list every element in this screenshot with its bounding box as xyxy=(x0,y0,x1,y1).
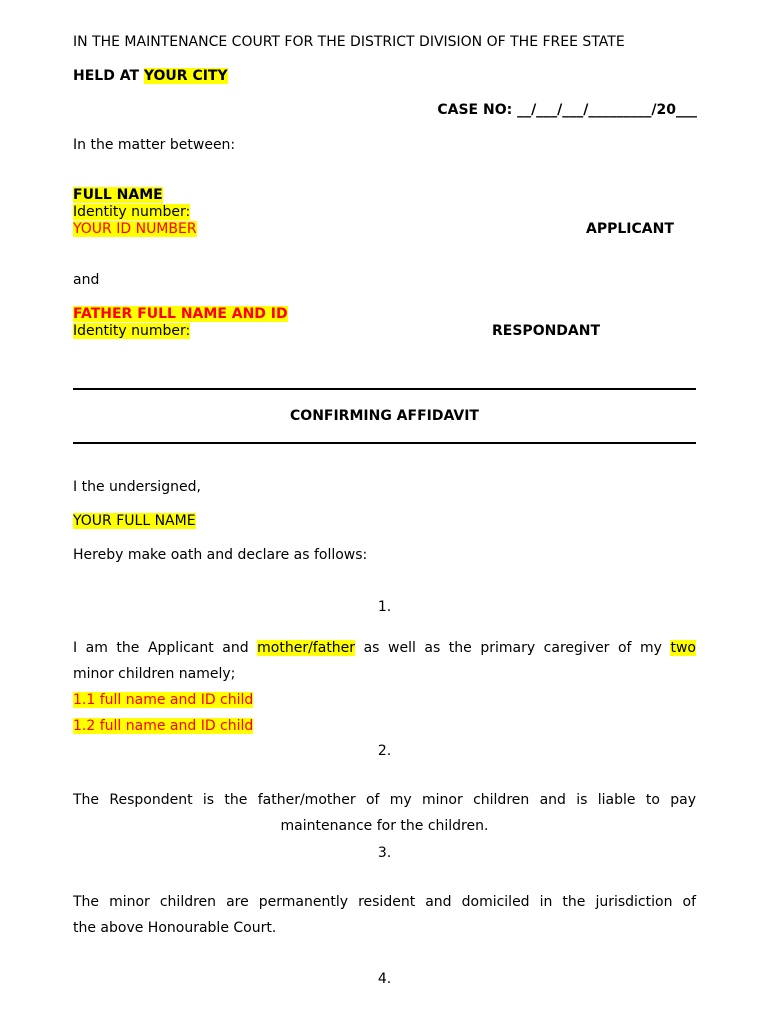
clause-2-number: 2. xyxy=(377,743,392,759)
clause-1-text xyxy=(73,635,696,739)
respondent-id-label: Identity number: xyxy=(73,323,191,339)
clause-1-text-a: I am the Applicant and xyxy=(73,640,258,656)
affidavit-title: CONFIRMING AFFIDAVIT xyxy=(290,408,479,424)
clause-1-text-c: minor children namely; xyxy=(73,666,236,682)
applicant-id-value: YOUR ID NUMBER xyxy=(73,221,197,237)
held-at-line xyxy=(73,68,228,85)
applicant-id-label: Identity number: xyxy=(73,204,191,220)
clause-3-line-1: The minor children are permanently resident and domiciled in the jurisdiction of xyxy=(73,894,696,910)
divider-top xyxy=(73,388,696,390)
parent-highlight: mother/father xyxy=(257,640,356,656)
child-count-highlight: two xyxy=(670,640,696,656)
oath-text: Hereby make oath and declare as follows: xyxy=(73,547,368,563)
held-at-label: HELD AT xyxy=(73,68,144,84)
case-number: CASE NO: __/___/___/_________/20___ xyxy=(437,102,697,118)
child-2-number: 1.2 xyxy=(73,718,96,734)
applicant-name: FULL NAME xyxy=(73,187,163,203)
and-text: and xyxy=(73,272,100,288)
undersigned-text: I the undersigned, xyxy=(73,479,201,495)
court-heading: IN THE MAINTENANCE COURT FOR THE DISTRICT DIVISION OF THE FREE STATE xyxy=(73,34,625,50)
respondent-name: FATHER FULL NAME AND ID xyxy=(73,306,288,322)
clause-2-line-2: maintenance for the children. xyxy=(280,818,489,834)
deponent-name: YOUR FULL NAME xyxy=(73,513,196,529)
clause-4-number: 4. xyxy=(377,971,392,987)
clause-2-text xyxy=(73,787,696,839)
clause-2-line-1: The Respondent is the father/mother of my minor children and is liable to pay xyxy=(73,792,696,808)
clause-3-line-2: the above Honourable Court. xyxy=(73,920,277,936)
child-1-text: full name and ID child xyxy=(95,692,254,708)
divider-bottom xyxy=(73,442,696,444)
held-at-city: YOUR CITY xyxy=(143,68,228,84)
child-2-item xyxy=(73,718,253,734)
clause-1-number: 1. xyxy=(377,599,392,615)
respondent-role: RESPONDANT xyxy=(492,323,601,339)
clause-1-text-b: as well as the primary caregiver of my xyxy=(355,640,671,656)
clause-3-number: 3. xyxy=(377,845,392,861)
child-2-text: full name and ID child xyxy=(95,718,254,734)
child-1-number: 1.1 xyxy=(73,692,96,708)
child-1-item xyxy=(73,692,253,708)
applicant-role: APPLICANT xyxy=(586,221,674,237)
clause-3-text xyxy=(73,889,696,941)
matter-intro: In the matter between: xyxy=(73,137,236,153)
